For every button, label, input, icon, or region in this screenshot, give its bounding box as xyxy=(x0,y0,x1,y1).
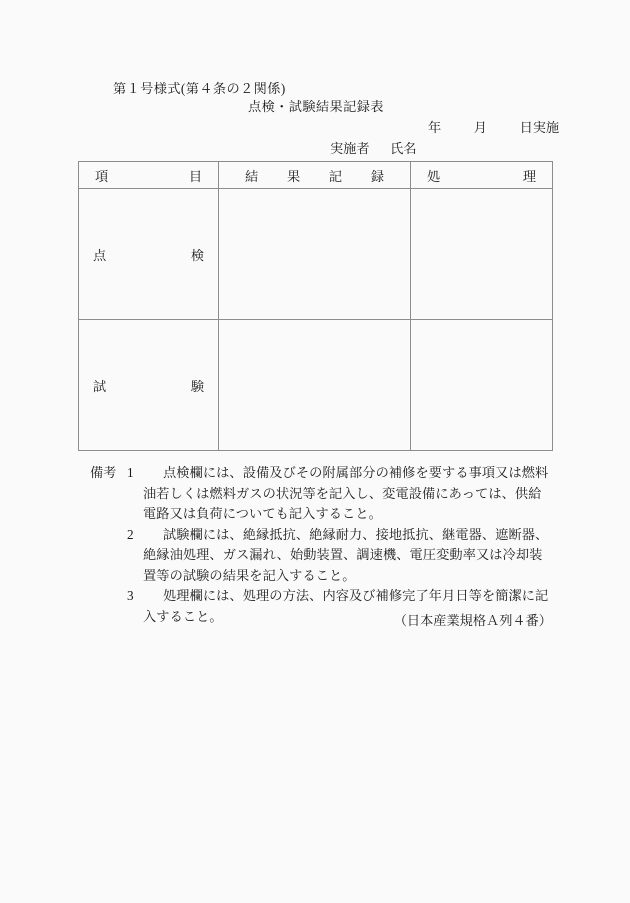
notes-lead-label: 備考 xyxy=(90,465,117,480)
test-treatment-field[interactable] xyxy=(411,320,553,451)
note-text-1 xyxy=(143,463,570,525)
paper-spec-note: （日本産業規格Ａ列４番） xyxy=(393,613,552,628)
note-number-1: 1 xyxy=(127,465,134,480)
row-label-test-char2: 験 xyxy=(190,378,204,394)
inspection-treatment-field[interactable] xyxy=(411,189,553,320)
row-label-test-char1: 試 xyxy=(93,378,107,394)
column-header-result-char2: 果 xyxy=(286,168,301,184)
table-row xyxy=(79,320,553,451)
table-header-row xyxy=(79,162,553,189)
month-label: 月 xyxy=(473,120,487,135)
row-label-inspection xyxy=(79,189,219,320)
column-header-treatment-char2: 理 xyxy=(522,168,536,184)
day-label: 日実施 xyxy=(519,120,560,135)
note-number-3: 3 xyxy=(127,588,134,603)
row-label-inspection-char2: 検 xyxy=(190,247,204,263)
test-result-field[interactable] xyxy=(219,320,411,451)
column-header-result-char3: 記 xyxy=(328,168,343,184)
column-header-treatment-char1: 処 xyxy=(427,168,441,184)
date-entry-line xyxy=(428,117,559,136)
row-label-test xyxy=(79,320,219,451)
performer-role-label: 実施者 xyxy=(330,141,370,156)
note-text-1-line2: 油若しくは燃料ガスの状況等を記入し、変電設備にあっては、供給 xyxy=(143,485,542,501)
note-text-2 xyxy=(143,525,570,587)
performer-entry-line xyxy=(330,138,417,157)
notes-section xyxy=(90,463,570,627)
column-header-item-char1: 項 xyxy=(95,168,109,184)
note-text-3-line1: 処理欄には、処理の方法、内容及び補修完了年月日等を簡潔に記 xyxy=(163,588,549,603)
page-title: 点検・試験結果記録表 xyxy=(248,99,384,114)
column-header-result-char4: 録 xyxy=(370,168,384,184)
year-label: 年 xyxy=(428,120,442,135)
note-text-1-line1: 点検欄には、設備及びその附属部分の補修を要する事項又は燃料 xyxy=(163,465,549,480)
note-item-2 xyxy=(90,525,570,587)
inspection-record-table xyxy=(78,161,553,451)
column-header-treatment xyxy=(411,162,553,189)
column-header-item-char2: 目 xyxy=(188,168,202,184)
note-text-2-line2: 絶縁油処理、ガス漏れ、始動装置、調速機、電圧変動率又は冷却装 xyxy=(143,547,543,562)
note-text-3-line2: 入すること。 xyxy=(143,608,223,624)
note-item-1 xyxy=(90,463,570,525)
table-row xyxy=(79,189,553,320)
column-header-item xyxy=(79,162,219,189)
performer-name-label: 氏名 xyxy=(390,141,417,156)
note-number-2: 2 xyxy=(127,526,134,542)
row-label-inspection-char1: 点 xyxy=(93,247,107,263)
note-text-2-line1: 試験欄には、絶縁抵抗、絶縁耐力、接地抵抗、継電器、遮断器、 xyxy=(163,526,549,542)
column-header-result-char1: 結 xyxy=(245,168,259,184)
note-text-1-line3: 電路又は負荷についても記入すること。 xyxy=(143,506,382,521)
note-text-2-line3: 置等の試験の結果を記入すること。 xyxy=(143,567,356,583)
form-number: 第１号様式(第４条の２関係) xyxy=(113,81,286,96)
column-header-result xyxy=(219,162,411,189)
inspection-result-field[interactable] xyxy=(219,189,411,320)
